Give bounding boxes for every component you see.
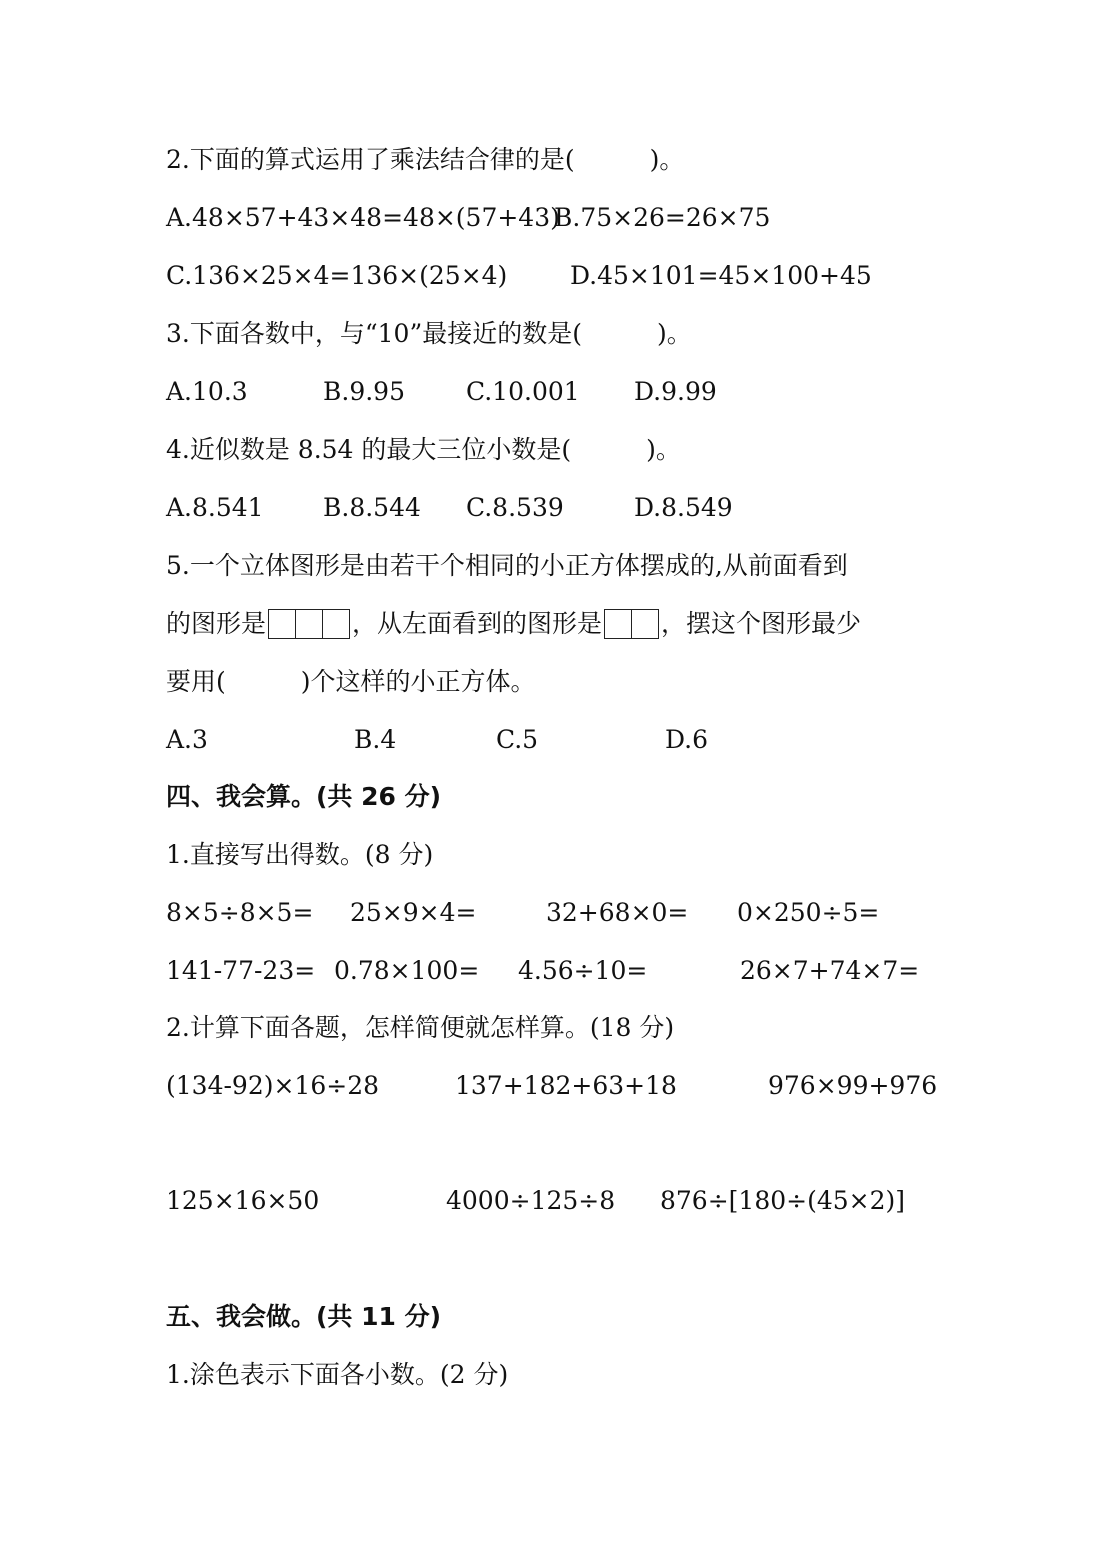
q3-option-b: B.9.95 bbox=[323, 377, 405, 406]
oral-calc-item: 4.56÷10= bbox=[518, 956, 648, 985]
q5-line2-a: 的图形是 bbox=[166, 609, 267, 638]
q3-option-d: D.9.99 bbox=[634, 377, 717, 406]
section5-title: 五、我会做。(共 11 分) bbox=[166, 1302, 442, 1331]
q5-option-d: D.6 bbox=[665, 725, 709, 754]
left-view-figure bbox=[604, 609, 659, 639]
section5-part1-title: 1.涂色表示下面各小数。(2 分) bbox=[166, 1360, 509, 1389]
section4-title: 四、我会算。(共 26 分) bbox=[166, 782, 442, 811]
oral-calc-item: 0×250÷5= bbox=[737, 898, 880, 927]
oral-calc-row1 bbox=[166, 896, 880, 930]
calc-item: 876÷[180÷(45×2)] bbox=[660, 1186, 906, 1215]
calc-item: 976×99+976 bbox=[768, 1071, 938, 1100]
calc-item: (134-92)×16÷28 bbox=[166, 1071, 380, 1100]
calc-item: 125×16×50 bbox=[166, 1186, 320, 1215]
q3-options bbox=[166, 375, 717, 409]
square-cell bbox=[632, 610, 658, 638]
calc-item: 137+182+63+18 bbox=[455, 1071, 677, 1100]
q2-options-row1 bbox=[166, 201, 771, 235]
q3-option-c: C.10.001 bbox=[466, 377, 580, 406]
front-view-figure bbox=[268, 609, 350, 639]
q4-option-c: C.8.539 bbox=[466, 493, 564, 522]
q5-line1: 5.一个立体图形是由若干个相同的小正方体摆成的,从前面看到 bbox=[166, 551, 848, 580]
q5-line2 bbox=[166, 607, 861, 641]
square-cell bbox=[323, 610, 349, 638]
q4-option-b: B.8.544 bbox=[323, 493, 421, 522]
q2-stem: 2.下面的算式运用了乘法结合律的是( )。 bbox=[166, 145, 685, 174]
oral-calc-item: 32+68×0= bbox=[546, 898, 689, 927]
section4-part1-title: 1.直接写出得数。(8 分) bbox=[166, 840, 434, 869]
q4-option-d: D.8.549 bbox=[634, 493, 733, 522]
oral-calc-item: 141-77-23= bbox=[166, 956, 316, 985]
q2-option-a: A.48×57+43×48=48×(57+43) bbox=[166, 203, 560, 232]
q5-line2-c: ，摆这个图形最少 bbox=[661, 609, 862, 638]
q2-options-row2 bbox=[166, 259, 872, 293]
calc-row1 bbox=[166, 1069, 938, 1103]
q5-line3: 要用( )个这样的小正方体。 bbox=[166, 667, 536, 696]
calc-item: 4000÷125÷8 bbox=[446, 1186, 616, 1215]
q3-stem: 3.下面各数中，与“10”最接近的数是( )。 bbox=[166, 319, 692, 348]
q4-options bbox=[166, 491, 733, 525]
square-cell bbox=[296, 610, 323, 638]
q2-option-c: C.136×25×4=136×(25×4) bbox=[166, 261, 508, 290]
q5-line2-b: ，从左面看到的图形是 bbox=[352, 609, 603, 638]
oral-calc-row2 bbox=[166, 954, 920, 988]
q5-option-b: B.4 bbox=[354, 725, 397, 754]
oral-calc-item: 25×9×4= bbox=[350, 898, 477, 927]
oral-calc-item: 8×5÷8×5= bbox=[166, 898, 314, 927]
square-cell bbox=[605, 610, 632, 638]
oral-calc-item: 26×7+74×7= bbox=[740, 956, 920, 985]
q4-option-a: A.8.541 bbox=[166, 493, 264, 522]
square-cell bbox=[269, 610, 296, 638]
q2-option-b: B.75×26=26×75 bbox=[554, 203, 771, 232]
oral-calc-item: 0.78×100= bbox=[334, 956, 480, 985]
q2-option-d: D.45×101=45×100+45 bbox=[570, 261, 872, 290]
q5-options bbox=[166, 723, 709, 757]
q3-option-a: A.10.3 bbox=[166, 377, 248, 406]
section4-part2-title: 2.计算下面各题，怎样简便就怎样算。(18 分) bbox=[166, 1013, 675, 1042]
q5-option-a: A.3 bbox=[166, 725, 208, 754]
q4-stem: 4.近似数是 8.54 的最大三位小数是( )。 bbox=[166, 435, 681, 464]
calc-row2 bbox=[166, 1184, 906, 1218]
q5-option-c: C.5 bbox=[496, 725, 539, 754]
